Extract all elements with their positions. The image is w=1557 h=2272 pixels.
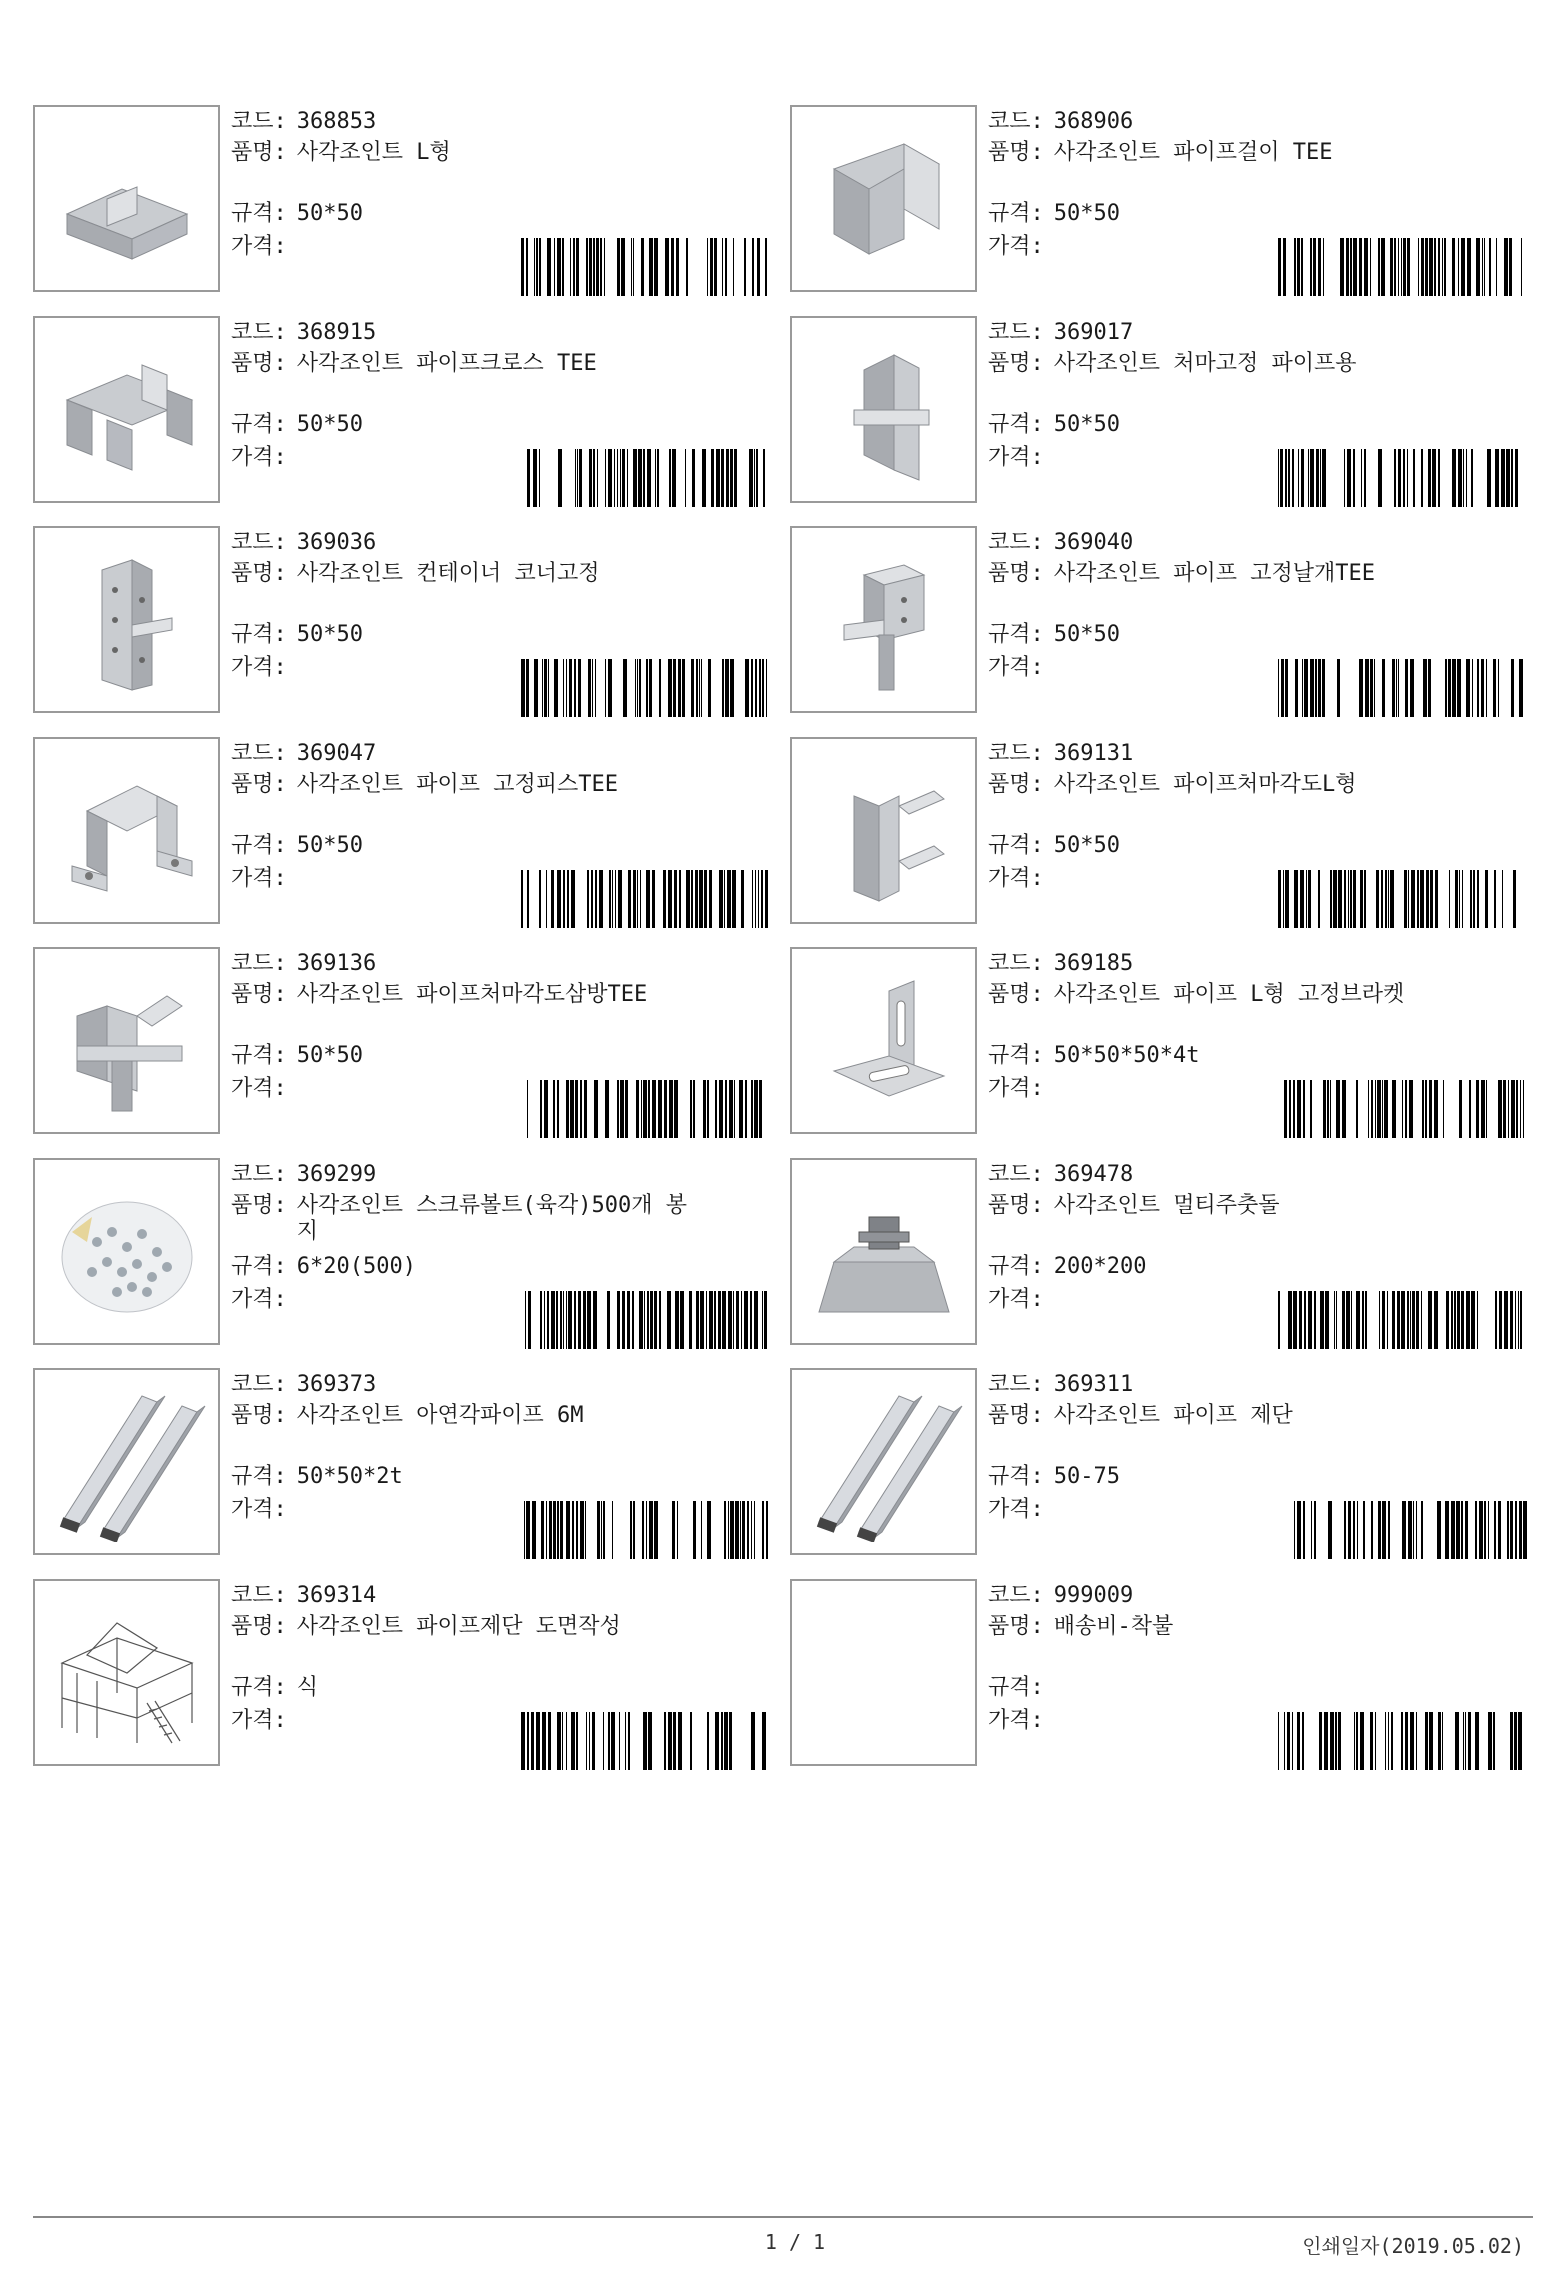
product-info [231, 737, 771, 928]
code-row [231, 1372, 376, 1398]
product-image [790, 105, 977, 292]
spec-row [988, 622, 1120, 648]
code-label: 코드: [988, 1583, 1044, 1608]
product-image [790, 1158, 977, 1345]
barcode [521, 870, 771, 928]
code-label: 코드: [988, 530, 1044, 555]
product-image [790, 316, 977, 503]
product-card [790, 105, 1530, 296]
name-row [988, 1614, 1173, 1640]
price-label: 가격: [231, 1076, 287, 1101]
product-name: 사각조인트 파이프 제단 [1053, 1403, 1293, 1428]
product-spec: 50*50 [296, 833, 363, 858]
square-pipe-icon [804, 1382, 964, 1542]
name-row [231, 140, 451, 166]
product-card [33, 1368, 773, 1559]
product-spec: 50-75 [1053, 1464, 1120, 1489]
price-row [231, 655, 297, 681]
screw-bag-icon [47, 1172, 207, 1332]
product-info [231, 1368, 771, 1559]
spec-label: 규격: [231, 412, 287, 437]
product-info [988, 1158, 1528, 1349]
code-row [231, 109, 376, 135]
spec-row [231, 1254, 416, 1280]
name-label: 품명: [988, 1614, 1044, 1639]
code-row [988, 530, 1133, 556]
fixing-piece-tee-icon [47, 751, 207, 911]
product-image [790, 947, 977, 1134]
product-name: 사각조인트 아연각파이프 6M [296, 1403, 584, 1428]
product-card [790, 1368, 1530, 1559]
code-row [988, 951, 1133, 977]
square-pipe-icon [47, 1382, 207, 1542]
print-date: 인쇄일자(2019.05.02) [1302, 2234, 1524, 2258]
product-code: 369017 [1053, 320, 1134, 345]
pipe-hanger-tee-icon [804, 119, 964, 279]
product-spec: 50*50 [296, 1043, 363, 1068]
price-label: 가격: [231, 1287, 287, 1312]
product-code: 369373 [296, 1372, 377, 1397]
price-label: 가격: [231, 445, 287, 470]
spec-row [988, 1464, 1120, 1490]
price-label: 가격: [988, 1497, 1044, 1522]
eave-fixing-icon [804, 330, 964, 490]
name-label: 품명: [231, 772, 287, 797]
name-label: 품명: [231, 1614, 287, 1639]
spec-row [988, 201, 1120, 227]
name-label: 품명: [988, 982, 1044, 1007]
price-label: 가격: [988, 1287, 1044, 1312]
container-corner-icon [47, 540, 207, 700]
product-info [231, 1579, 771, 1770]
code-label: 코드: [231, 320, 287, 345]
code-label: 코드: [988, 951, 1044, 976]
spec-row [988, 1675, 1054, 1701]
barcode [1278, 238, 1528, 296]
code-label: 코드: [231, 109, 287, 134]
foundation-stone-icon [804, 1172, 964, 1332]
product-spec: 50*50 [296, 412, 363, 437]
barcode [521, 1291, 771, 1349]
code-label: 코드: [988, 320, 1044, 345]
price-label: 가격: [231, 655, 287, 680]
spec-label: 규격: [988, 1675, 1044, 1700]
product-code: 369311 [1053, 1372, 1134, 1397]
code-label: 코드: [988, 1372, 1044, 1397]
spec-label: 규격: [988, 1464, 1044, 1489]
price-row [988, 445, 1054, 471]
spec-row [988, 1043, 1199, 1069]
product-image [790, 737, 977, 924]
product-info [988, 1368, 1528, 1559]
product-code: 999009 [1053, 1583, 1134, 1608]
price-row [988, 866, 1054, 892]
structure-drawing-icon [47, 1593, 207, 1753]
name-label: 품명: [231, 561, 287, 586]
product-image [33, 947, 220, 1134]
price-row [988, 1497, 1054, 1523]
barcode [1278, 1501, 1528, 1559]
spec-row [231, 201, 363, 227]
code-label: 코드: [231, 530, 287, 555]
name-label: 품명: [988, 1193, 1044, 1218]
code-row [988, 741, 1133, 767]
barcode [1278, 1291, 1528, 1349]
barcode [521, 1080, 771, 1138]
price-label: 가격: [988, 445, 1044, 470]
product-info [231, 105, 771, 296]
price-row [231, 1497, 297, 1523]
code-label: 코드: [988, 741, 1044, 766]
eave-angle-3way-icon [47, 961, 207, 1121]
price-label: 가격: [988, 655, 1044, 680]
product-code: 369299 [296, 1162, 377, 1187]
spec-label: 규격: [231, 1043, 287, 1068]
price-label: 가격: [231, 866, 287, 891]
spec-label: 규격: [231, 201, 287, 226]
spec-row [231, 833, 363, 859]
code-label: 코드: [988, 1162, 1044, 1187]
product-image [33, 1579, 220, 1766]
product-image [33, 105, 220, 292]
code-row [988, 1372, 1133, 1398]
product-name: 사각조인트 파이프처마각도L형 [1053, 772, 1357, 797]
name-row [231, 982, 647, 1008]
product-name: 사각조인트 파이프제단 도면작성 [296, 1614, 621, 1639]
code-label: 코드: [988, 109, 1044, 134]
l-bracket-icon [804, 961, 964, 1121]
code-row [988, 109, 1133, 135]
product-code: 369136 [296, 951, 377, 976]
product-card [33, 316, 773, 507]
name-label: 품명: [988, 772, 1044, 797]
product-info [988, 947, 1528, 1138]
price-label: 가격: [988, 1076, 1044, 1101]
product-spec: 50*50 [296, 622, 363, 647]
spec-label: 규격: [231, 1675, 287, 1700]
spec-row [231, 1464, 403, 1490]
product-image [790, 1368, 977, 1555]
name-row [988, 140, 1333, 166]
product-image [33, 1368, 220, 1555]
code-label: 코드: [231, 1372, 287, 1397]
product-image [33, 526, 220, 713]
product-code: 368906 [1053, 109, 1134, 134]
product-card [33, 1579, 773, 1770]
product-name: 사각조인트 파이프 고정피스TEE [296, 772, 619, 797]
product-info [988, 316, 1528, 507]
barcode [1278, 1080, 1528, 1138]
price-row [231, 1076, 297, 1102]
barcode [521, 1501, 771, 1559]
code-label: 코드: [231, 1162, 287, 1187]
name-row [231, 1614, 621, 1640]
spec-label: 규격: [988, 1043, 1044, 1068]
name-row [988, 351, 1357, 377]
code-row [988, 320, 1133, 346]
product-spec: 50*50 [296, 201, 363, 226]
name-label: 품명: [231, 351, 287, 376]
product-name: 사각조인트 파이프 L형 고정브라켓 [1053, 982, 1405, 1007]
pipe-cross-tee-icon [47, 330, 207, 490]
product-card [33, 1158, 773, 1349]
product-code: 369131 [1053, 741, 1134, 766]
name-row [231, 1403, 584, 1429]
code-label: 코드: [231, 1583, 287, 1608]
product-name: 배송비-착불 [1053, 1614, 1174, 1639]
product-card [790, 737, 1530, 928]
product-card [790, 1579, 1530, 1770]
name-row [231, 1193, 687, 1219]
name-row [988, 772, 1357, 798]
barcode [1278, 449, 1528, 507]
price-row [988, 234, 1054, 260]
product-spec: 50*50*2t [296, 1464, 403, 1489]
spec-label: 규격: [988, 1254, 1044, 1279]
product-code: 369040 [1053, 530, 1134, 555]
name-row [231, 351, 597, 377]
price-label: 가격: [231, 1497, 287, 1522]
product-card [33, 105, 773, 296]
product-spec: 6*20(500) [296, 1254, 416, 1279]
name-row [988, 1403, 1293, 1429]
product-spec: 50*50 [1053, 622, 1120, 647]
spec-label: 규격: [231, 833, 287, 858]
product-card [790, 526, 1530, 717]
code-row [231, 741, 376, 767]
code-row [231, 530, 376, 556]
product-spec: 50*50 [1053, 412, 1120, 437]
product-image [790, 526, 977, 713]
product-info [231, 947, 771, 1138]
product-info [231, 1158, 771, 1349]
name-label: 품명: [231, 1403, 287, 1428]
product-name: 사각조인트 스크류볼트(육각)500개 봉 [296, 1193, 687, 1218]
code-label: 코드: [231, 741, 287, 766]
spec-label: 규격: [231, 622, 287, 647]
code-row [988, 1162, 1133, 1188]
product-info [988, 737, 1528, 928]
spec-row [231, 622, 363, 648]
name-label: 품명: [988, 351, 1044, 376]
product-card [33, 737, 773, 928]
name-label: 품명: [231, 982, 287, 1007]
code-row [231, 320, 376, 346]
code-row [988, 1583, 1133, 1609]
name-row [231, 561, 600, 587]
product-name: 사각조인트 처마고정 파이프용 [1053, 351, 1357, 376]
product-image [790, 1579, 977, 1766]
product-image [33, 1158, 220, 1345]
product-code: 369314 [296, 1583, 377, 1608]
product-name: 사각조인트 멀티주춧돌 [1053, 1193, 1280, 1218]
product-info [231, 316, 771, 507]
code-label: 코드: [231, 951, 287, 976]
spec-row [988, 412, 1120, 438]
name-label: 품명: [988, 1403, 1044, 1428]
product-name: 사각조인트 L형 [296, 140, 451, 165]
price-row [231, 1287, 297, 1313]
code-row [231, 1583, 376, 1609]
product-name: 사각조인트 파이프걸이 TEE [1053, 140, 1333, 165]
product-name: 사각조인트 파이프 고정날개TEE [1053, 561, 1376, 586]
barcode [521, 238, 771, 296]
name-label: 품명: [988, 140, 1044, 165]
price-label: 가격: [988, 866, 1044, 891]
price-row [988, 1287, 1054, 1313]
product-spec: 50*50 [1053, 833, 1120, 858]
product-card [790, 947, 1530, 1138]
product-spec: 50*50*50*4t [1053, 1043, 1200, 1068]
product-image [33, 316, 220, 503]
barcode [521, 449, 771, 507]
product-name: 사각조인트 컨테이너 코너고정 [296, 561, 600, 586]
price-label: 가격: [988, 234, 1044, 259]
spec-label: 규격: [231, 1254, 287, 1279]
page-number: 1 / 1 [764, 2230, 826, 2254]
name-label: 품명: [231, 1193, 287, 1218]
price-row [988, 1708, 1054, 1734]
product-spec: 식 [296, 1675, 319, 1700]
code-row [231, 951, 376, 977]
spec-label: 규격: [988, 622, 1044, 647]
name-row [231, 772, 618, 798]
barcode [1278, 659, 1528, 717]
product-card [790, 1158, 1530, 1349]
product-code: 369036 [296, 530, 377, 555]
price-label: 가격: [231, 234, 287, 259]
barcode [1278, 1712, 1528, 1770]
product-code: 368915 [296, 320, 377, 345]
name-row-continued [231, 1219, 318, 1245]
name-row [988, 982, 1404, 1008]
product-name: 사각조인트 파이프크로스 TEE [296, 351, 597, 376]
product-spec: 200*200 [1053, 1254, 1147, 1279]
price-label: 가격: [988, 1708, 1044, 1733]
product-card [33, 526, 773, 717]
footer-divider [33, 2216, 1533, 2218]
product-image [33, 737, 220, 924]
spec-row [231, 1675, 318, 1701]
product-name-continued: 지 [296, 1219, 319, 1244]
l-joint-icon [47, 119, 207, 279]
product-info [231, 526, 771, 717]
fixing-wing-tee-icon [804, 540, 964, 700]
spec-row [231, 1043, 363, 1069]
product-card [790, 316, 1530, 507]
barcode [521, 659, 771, 717]
barcode [521, 1712, 771, 1770]
product-code: 369047 [296, 741, 377, 766]
eave-angle-l-icon [804, 751, 964, 911]
name-row [988, 561, 1375, 587]
barcode [1278, 870, 1528, 928]
name-row [988, 1193, 1280, 1219]
spec-label: 규격: [988, 201, 1044, 226]
product-info [988, 526, 1528, 717]
price-row [988, 1076, 1054, 1102]
product-info [988, 105, 1528, 296]
price-row [231, 234, 297, 260]
spec-row [231, 412, 363, 438]
code-row [231, 1162, 376, 1188]
spec-row [988, 833, 1120, 859]
product-spec: 50*50 [1053, 201, 1120, 226]
spec-row [988, 1254, 1146, 1280]
product-code: 369478 [1053, 1162, 1134, 1187]
price-row [231, 445, 297, 471]
spec-label: 규격: [231, 1464, 287, 1489]
name-label: 품명: [988, 561, 1044, 586]
name-label: 품명: [231, 140, 287, 165]
price-label: 가격: [231, 1708, 287, 1733]
product-name: 사각조인트 파이프처마각도삼방TEE [296, 982, 648, 1007]
spec-label: 규격: [988, 412, 1044, 437]
product-code: 369185 [1053, 951, 1134, 976]
spec-label: 규격: [988, 833, 1044, 858]
price-row [231, 1708, 297, 1734]
price-row [988, 655, 1054, 681]
product-info [988, 1579, 1528, 1770]
product-code: 368853 [296, 109, 377, 134]
product-card [33, 947, 773, 1138]
price-row [231, 866, 297, 892]
